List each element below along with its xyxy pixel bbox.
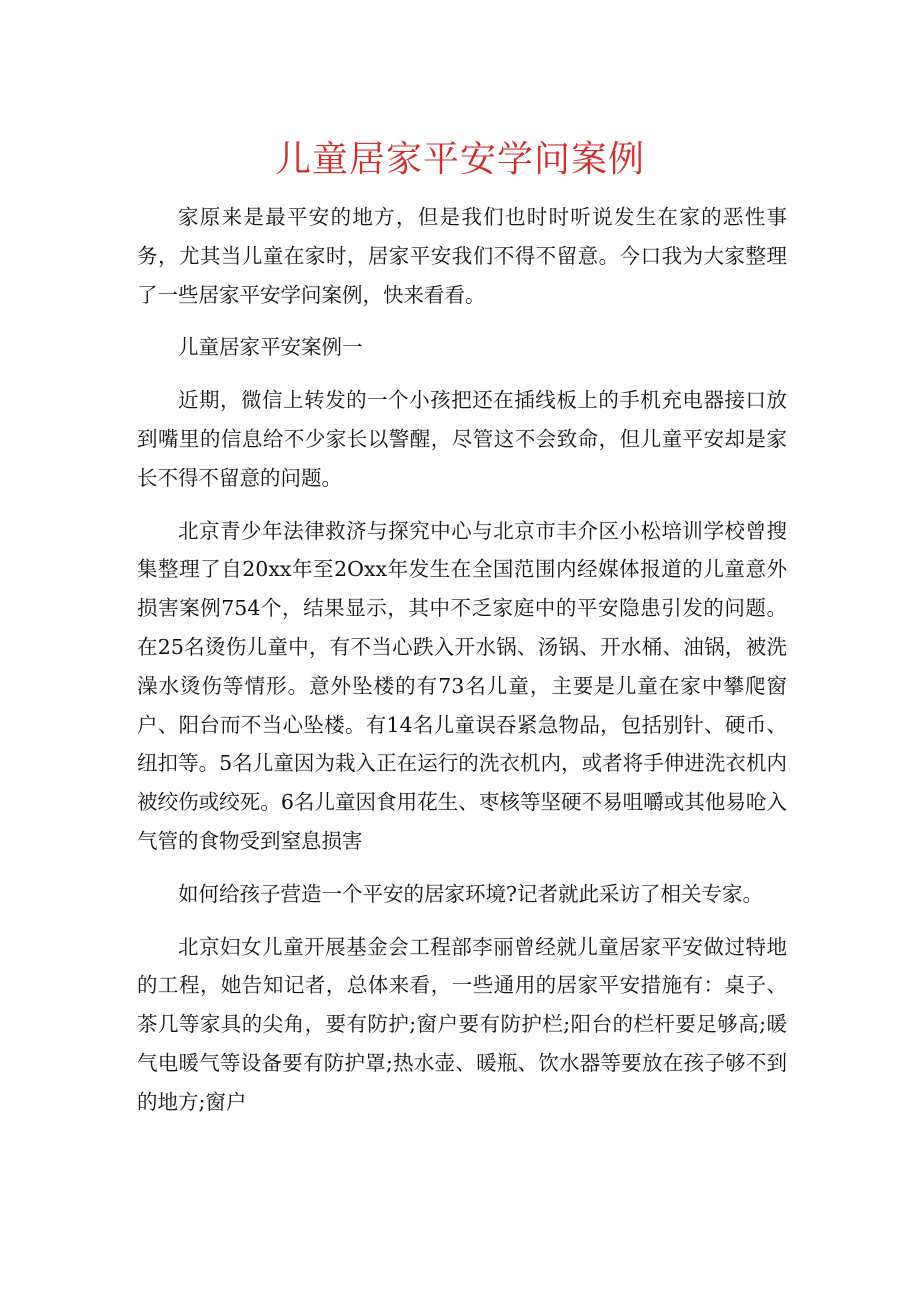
document-title: 儿童居家平安学问案例 [274,139,645,180]
paragraph-intro: 家原来是最平安的地方，但是我们也时时听说发生在家的恶性事务，尤其当儿童在家时，居家平安我们不得不留意。今口我为大家整理了一些居家平安学问案例，快来看看。 [137,205,787,307]
document-body [137,198,787,1136]
paragraph-statistics: 北京青少年法律救济与探究中心与北京市丰介区小松培训学校曾搜集整理了自20xx年至2Oxx年发生在全国范围内经媒体报道的儿童意外损害案例754个，结果显示，其中不乏家庭中的平安隐患引发的问题。在25名烫伤儿童中，有不当心跌入开水锅、汤锅、开水桶、油锅，被洗澡水烫伤等情形。意外坠楼的有73名儿童，主要是儿童在家中攀爬窗户、阳台而不当心坠楼。有14名儿童误吞紧急物品，包括别针、硬币、纽扣等。5名儿童因为栽入正在运行的洗衣机内，或者将手伸进洗衣机内被绞伤或绞死。6名儿童因食用花生、枣核等坚硬不易咀嚼或其他易呛入气管的食物受到窒息损害 [137,518,787,853]
paragraph-expert-advice: 北京妇女儿童开展基金会工程部李丽曾经就儿童居家平安做过特地的工程，她告知记者，总体来看，一些通用的居家平安措施有：桌子、茶几等家具的尖角，要有防护;窗户要有防护栏;阳台的栏杆要足够高;暖气电暖气等设备要有防护罩;热水壶、暖瓶、饮水器等要放在孩子够不到的地方;窗户 [137,934,787,1114]
paragraph-wechat-case: 近期，微信上转发的一个小孩把还在插线板上的手机充电器接口放到嘴里的信息给不少家长以警醒，尽管这不会致命，但儿童平安却是家长不得不留意的问题。 [137,388,787,490]
paragraph-case-heading: 儿童居家平安案例一 [178,335,363,360]
paragraph-question: 如何给孩子营造一个平安的居家环境?记者就此采访了相关专家。 [178,881,763,906]
